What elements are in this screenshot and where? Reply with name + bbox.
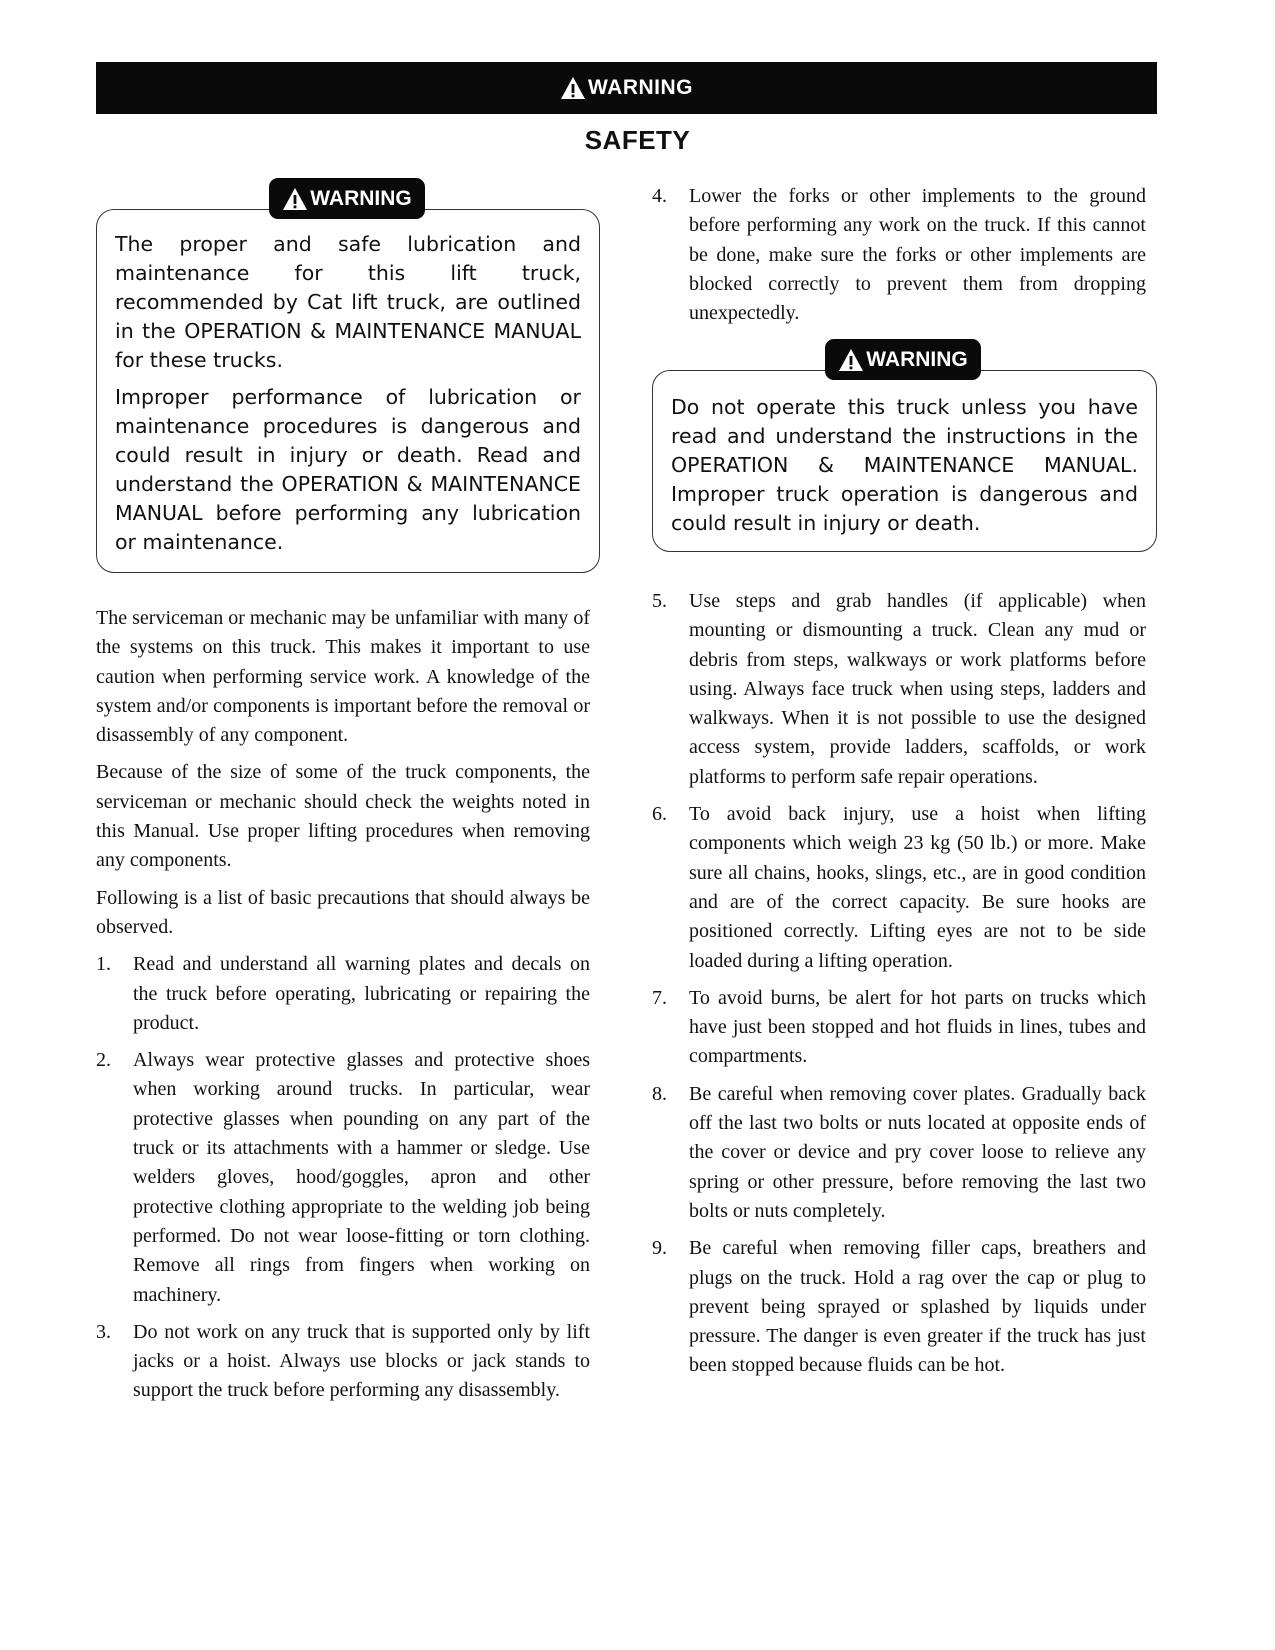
page-title: SAFETY [584, 125, 691, 155]
warning-tag-label: WARNING [866, 347, 968, 371]
list-item: 9. Be careful when removing filler caps, breathers and plugs on the truck. Hold a rag over the cap or plug to prevent being sprayed or splashed by liquids under pressure. The danger is even greater if the truck has just been stopped because fluids can be hot. [652, 1237, 1146, 1377]
warning-banner [96, 62, 1157, 114]
right-column-bottom [652, 587, 1146, 1389]
list-item: 4. Lower the forks or other implements to the ground before performing any work on the truck. If this cannot be done, make sure the forks or other implements are blocked correctly to prevent them from dropping unexpectedly. [652, 185, 1146, 325]
precaution-list [96, 950, 590, 1405]
list-item: 5. Use steps and grab handles (if applicable) when mounting or dismounting a truck. Clean any mud or debris from steps, walkways or work platforms before using. Always face truck when using steps, ladders and walkways. When it is not possible to use the designed access system, provide ladders, scaffolds, or work platforms to perform safe repair operations. [652, 590, 1146, 788]
warning-box-operation [652, 347, 1157, 552]
warning-triangle-icon [838, 348, 864, 372]
intro-paragraph: Because of the size of some of the truck components, the serviceman or mechanic should check the weights noted in this Manual. Use proper lifting procedures when removing any components. [96, 761, 590, 872]
warning-paragraph: The proper and safe lubrication and maintenance for this lift truck, recommended by Cat lift truck, are outlined in the OPERATION & MAINTENANCE MANUAL for these trucks. [115, 232, 581, 372]
list-item: 7. To avoid burns, be alert for hot parts on trucks which have just been stopped and hot fluids in lines, tubes and compartments. [652, 986, 1146, 1068]
warning-paragraph: Improper performance of lubrication or maintenance procedures is dangerous and could result in injury or death. Read and understand the OPERATION & MAINTENANCE MANUAL before performing any lubrication or maintenance. [115, 385, 581, 554]
precaution-list [652, 587, 1146, 1381]
intro-paragraph: The serviceman or mechanic may be unfamiliar with many of the systems on this truck. This makes it important to use caution when performing service work. A knowledge of the system and/or components is important before the removal or disassembly of any component. [96, 607, 590, 747]
list-item: 3. Do not work on any truck that is supported only by lift jacks or a hoist. Always use blocks or jack stands to support the truck before performing any disassembly. [96, 1320, 590, 1402]
right-column-top [652, 182, 1146, 336]
warning-banner-label: WARNING [588, 76, 693, 99]
list-item: 1. Read and understand all warning plates and decals on the truck before operating, lubricating or repairing the product. [96, 953, 590, 1034]
list-item: 6. To avoid back injury, use a hoist when lifting components which weigh 23 kg (50 lb.) or more. Make sure all chains, hooks, slings, etc., are in good condition and are of the correct capacity. Be sure hooks are positioned correctly. Lifting eyes are not to be side loaded during a lifting operation. [652, 803, 1146, 972]
list-item: 2. Always wear protective glasses and protective shoes when working around trucks. In particular, wear protective glasses when pounding on any part of the truck or its attachments with a hammer or sledge. Use welders gloves, hood/goggles, apron and other protective clothing appropriate to the welding job being performed. Do not wear loose-fitting or torn clothing. Remove all rings from fingers when working on machinery. [96, 1049, 590, 1306]
intro-paragraph: Following is a list of basic precautions that should always be observed. [96, 886, 590, 938]
warning-tag-label: WARNING [310, 186, 412, 210]
warning-triangle-icon [282, 187, 308, 211]
list-item: 8. Be careful when removing cover plates. Gradually back off the last two bolts or nuts located at opposite ends of the cover or device and pry cover loose to relieve any spring or other pressure, before removing the last two bolts or nuts completely. [652, 1082, 1146, 1222]
left-column [96, 604, 590, 1414]
warning-triangle-icon [560, 76, 586, 100]
warning-tag [269, 178, 425, 219]
precaution-list [652, 182, 1146, 328]
warning-box-lubrication [96, 186, 600, 573]
warning-paragraph: Do not operate this truck unless you have read and understand the instructions in the OPERATION & MAINTENANCE MANUAL. Improper truck operation is dangerous and could result in injury or death. [671, 395, 1138, 535]
warning-tag [825, 339, 981, 380]
